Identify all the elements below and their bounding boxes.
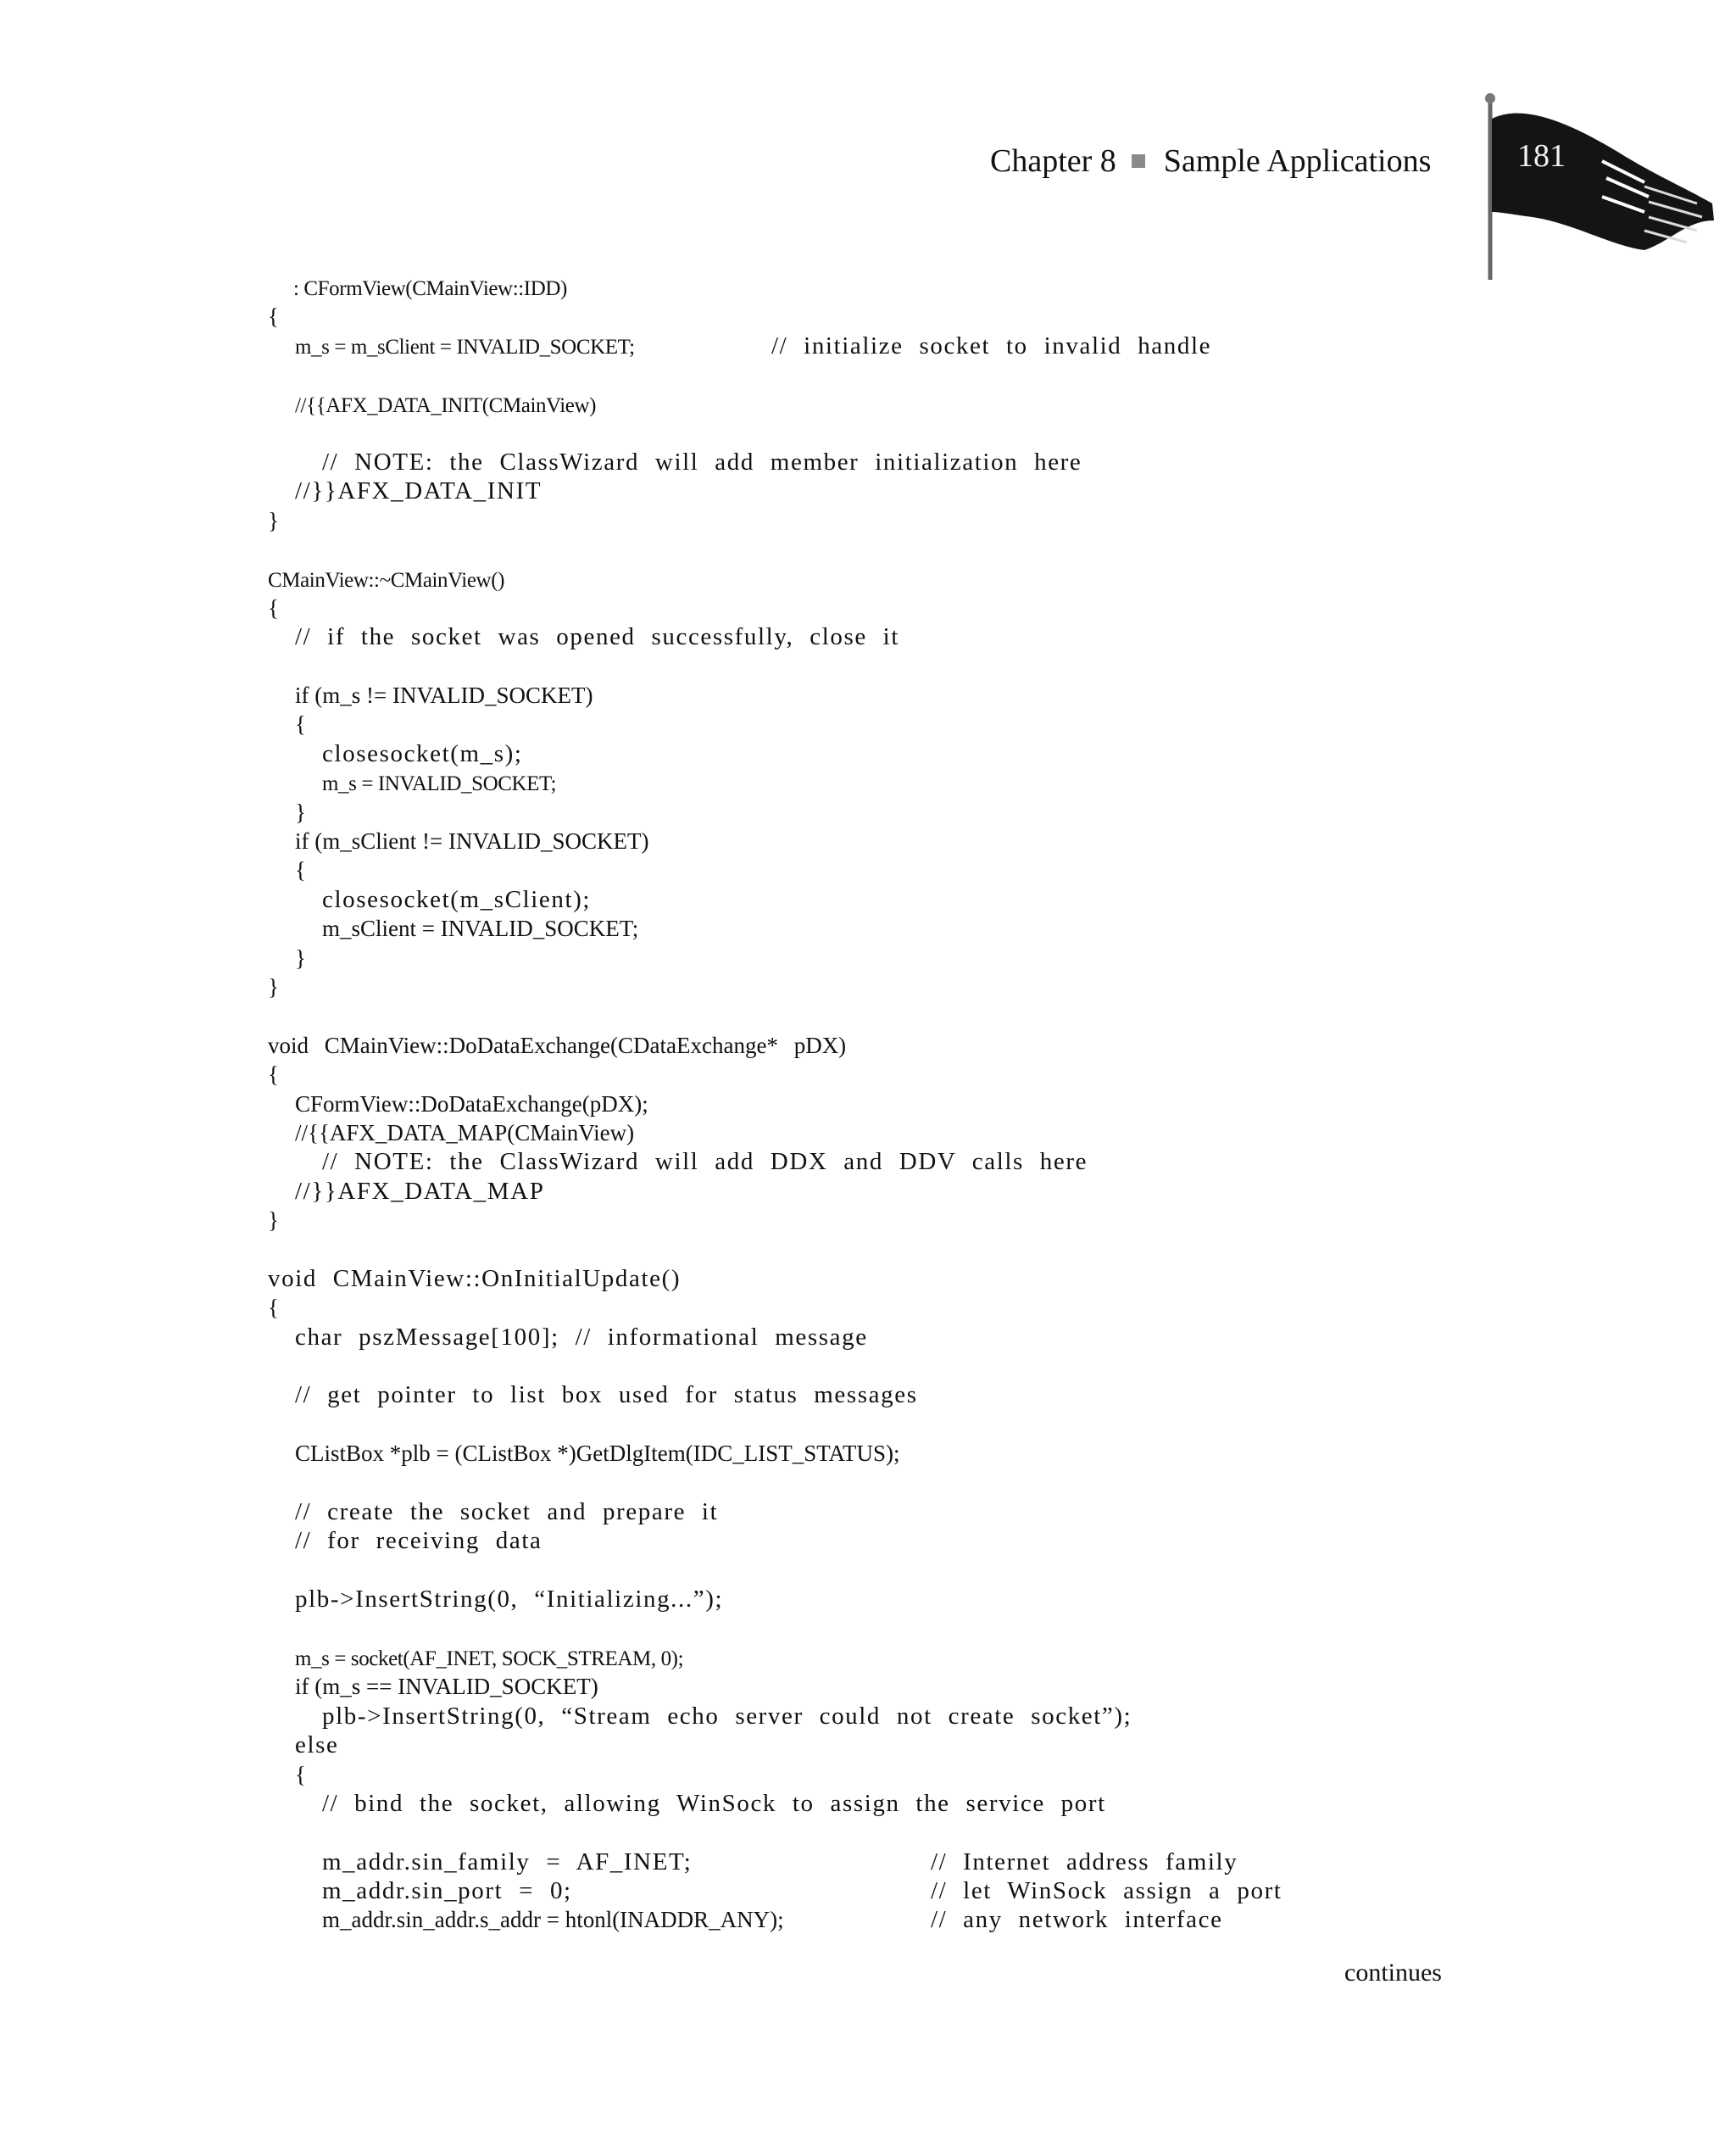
continues-label: continues bbox=[1344, 1959, 1442, 1987]
running-header bbox=[990, 136, 1431, 187]
square-bullet-icon bbox=[1132, 154, 1145, 168]
section-title: Sample Applications bbox=[1163, 143, 1432, 179]
code-line: : CFormView(CMainView::IDD) bbox=[293, 277, 567, 300]
code-listing bbox=[268, 273, 1550, 1935]
code-line: void CMainView::OnInitialUpdate() bbox=[268, 1264, 682, 1292]
code-line: CListBox *plb = (CListBox *)GetDlgItem(IDC_LIST_STATUS); bbox=[295, 1441, 900, 1467]
code-line: if (m_s == INVALID_SOCKET) bbox=[295, 1674, 598, 1700]
code-line: m_s = m_sClient = INVALID_SOCKET; // initialize socket to invalid handle bbox=[295, 332, 1212, 359]
code-line: m_sClient = INVALID_SOCKET; bbox=[322, 916, 639, 942]
code-line: closesocket(m_s); bbox=[322, 739, 523, 767]
chapter-label: Chapter 8 bbox=[990, 143, 1116, 179]
code-line: { bbox=[295, 711, 306, 738]
code-line bbox=[268, 1001, 1550, 1030]
code-line bbox=[268, 419, 1550, 448]
code-line: if (m_s != INVALID_SOCKET) bbox=[295, 683, 593, 709]
code-line: // for receiving data bbox=[295, 1527, 542, 1555]
code-line: closesocket(m_sClient); bbox=[322, 885, 592, 913]
code-line bbox=[268, 1556, 1550, 1585]
code-line bbox=[268, 1469, 1550, 1497]
code-line: } bbox=[295, 799, 306, 825]
code-line: { bbox=[268, 594, 279, 621]
code-line: // if the socket was opened successfully, close it bbox=[295, 623, 899, 651]
code-line: } bbox=[268, 507, 279, 533]
code-line: { bbox=[268, 1295, 279, 1321]
code-line: } bbox=[268, 1207, 279, 1234]
inline-comment: // initialize socket to invalid handle bbox=[771, 332, 1212, 359]
code-line bbox=[268, 1235, 1550, 1264]
page-number: 181 bbox=[1517, 138, 1566, 174]
code-line: char pszMessage[100]; // informational message bbox=[295, 1323, 868, 1351]
code-line bbox=[268, 652, 1550, 681]
code-line: } bbox=[268, 973, 279, 1000]
code-line: { bbox=[295, 1761, 306, 1787]
code-line: // NOTE: the ClassWizard will add DDX and DDV calls here bbox=[322, 1148, 1088, 1176]
flag-logo-icon bbox=[1475, 93, 1729, 288]
code-line: else bbox=[295, 1731, 339, 1759]
code-line bbox=[268, 535, 1550, 564]
code-line: CFormView::DoDataExchange(pDX); bbox=[295, 1090, 648, 1117]
code-line: m_s = INVALID_SOCKET; bbox=[322, 772, 557, 796]
code-line bbox=[268, 1818, 1550, 1847]
code-line: { bbox=[268, 1062, 279, 1088]
code-line: m_s = socket(AF_INET, SOCK_STREAM, 0); bbox=[295, 1647, 684, 1670]
code-line: { bbox=[295, 857, 306, 883]
code-line: // create the socket and prepare it bbox=[295, 1498, 719, 1526]
code-line bbox=[268, 1614, 1550, 1643]
code-line: // NOTE: the ClassWizard will add member initialization here bbox=[322, 449, 1082, 477]
code-line bbox=[268, 1410, 1550, 1439]
inline-comment: // any network interface bbox=[931, 1906, 1223, 1934]
code-line: m_addr.sin_port = 0; // let WinSock assign a port bbox=[322, 1877, 1283, 1905]
code-line: CMainView::~CMainView() bbox=[268, 568, 505, 592]
code-line: if (m_sClient != INVALID_SOCKET) bbox=[295, 828, 649, 855]
code-line: void CMainView::DoDataExchange(CDataExchange* pDX) bbox=[268, 1032, 847, 1058]
code-line: m_addr.sin_family = AF_INET; // Internet address family bbox=[322, 1848, 1238, 1875]
code-line: //{{AFX_DATA_INIT(CMainView) bbox=[295, 393, 597, 417]
code-line bbox=[268, 360, 1550, 389]
code-line: //}}AFX_DATA_MAP bbox=[295, 1177, 545, 1205]
code-line: // get pointer to list box used for status messages bbox=[295, 1381, 918, 1409]
code-line: m_addr.sin_addr.s_addr = htonl(INADDR_ANY); // any network interface bbox=[322, 1906, 1223, 1934]
code-line: } bbox=[295, 945, 306, 971]
code-line: plb->InsertString(0, “Initializing...”); bbox=[295, 1586, 724, 1613]
inline-comment: // let WinSock assign a port bbox=[931, 1877, 1283, 1905]
code-line: { bbox=[268, 304, 279, 330]
code-line bbox=[268, 1352, 1550, 1380]
code-line: plb->InsertString(0, “Stream echo server could not create socket”); bbox=[322, 1702, 1132, 1730]
code-line: //{{AFX_DATA_MAP(CMainView) bbox=[295, 1119, 635, 1145]
code-line: //}}AFX_DATA_INIT bbox=[295, 477, 542, 505]
code-line: // bind the socket, allowing WinSock to assign the service port bbox=[322, 1789, 1106, 1817]
inline-comment: // Internet address family bbox=[931, 1848, 1238, 1875]
